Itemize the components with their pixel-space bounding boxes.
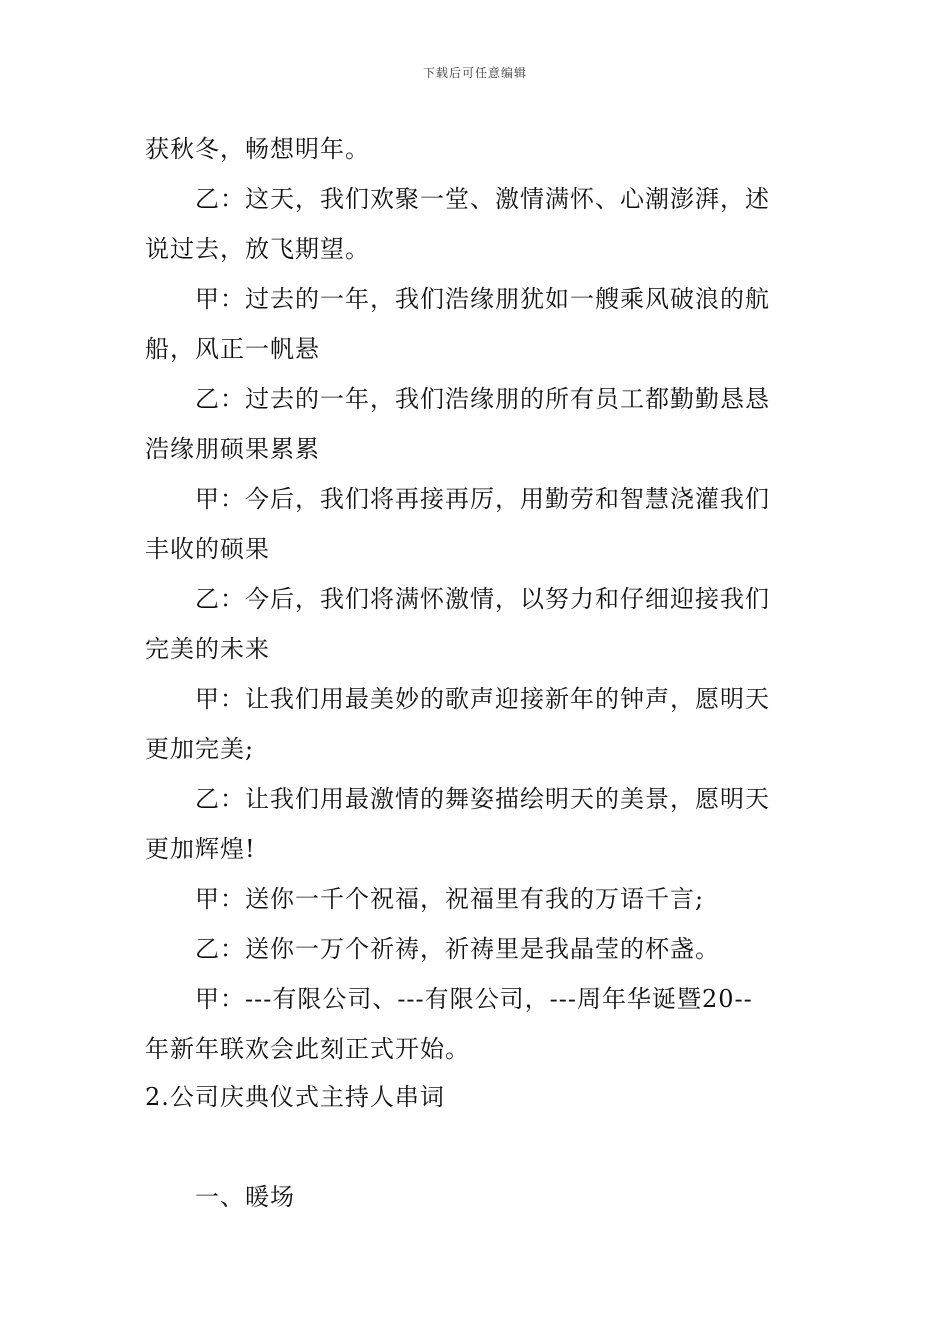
text-line: 甲：让我们用最美妙的歌声迎接新年的钟声，愿明天 xyxy=(195,685,770,713)
text-line: 乙：让我们用最激情的舞姿描绘明天的美景，愿明天 xyxy=(195,785,770,813)
text-line: 说过去，放飞期望。 xyxy=(145,235,370,263)
text-line: 丰收的硕果 xyxy=(145,535,270,563)
text-line: 甲：---有限公司、---有限公司，---周年华诞暨20-- xyxy=(195,985,753,1013)
text-line: 乙：今后，我们将满怀激情，以努力和仔细迎接我们 xyxy=(195,585,770,613)
text-line: 获秋冬，畅想明年。 xyxy=(145,135,370,163)
text-line: 乙：过去的一年，我们浩缘朋的所有员工都勤勤恳恳 xyxy=(195,385,770,413)
text-line: 甲：今后，我们将再接再厉，用勤劳和智慧浇灌我们 xyxy=(195,485,770,513)
text-line: 更加完美; xyxy=(145,735,255,763)
page-header: 下载后可任意编辑 xyxy=(422,66,527,80)
text-line: 船，风正一帆悬 xyxy=(145,335,320,363)
text-line: 甲：过去的一年，我们浩缘朋犹如一艘乘风破浪的航 xyxy=(195,285,770,313)
text-line: 乙：这天，我们欢聚一堂、激情满怀、心潮澎湃，述 xyxy=(195,185,770,213)
text-line: 乙：送你一万个祈祷，祈祷里是我晶莹的杯盏。 xyxy=(195,935,720,963)
text-line: 浩缘朋硕果累累 xyxy=(145,435,320,463)
subsection-heading: 一、暖场 xyxy=(195,1183,295,1211)
text-line: 更加辉煌! xyxy=(145,835,256,863)
section-heading: 2.公司庆典仪式主持人串词 xyxy=(145,1083,445,1111)
text-line: 完美的未来 xyxy=(145,635,270,663)
text-line: 年新年联欢会此刻正式开始。 xyxy=(145,1035,470,1063)
text-line: 甲：送你一千个祝福，祝福里有我的万语千言; xyxy=(195,885,705,913)
